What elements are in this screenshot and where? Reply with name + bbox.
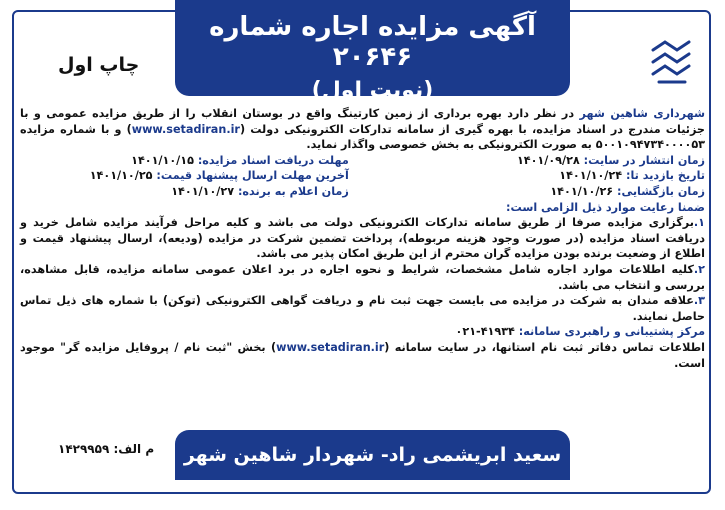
setadiran-link[interactable]: www.setadiran.ir (131, 122, 240, 136)
publication-code: م الف: ۱۴۲۹۹۵۹ (58, 442, 155, 456)
requirement-item-3: ۳.علاقه مندان به شرکت در مزایده می بایست جهت ثبت نام و دریافت گواهی الکترونیکی (توکن) با شماره های ذیل تماس حاصل نمایند. (20, 294, 705, 323)
organization-name: شهرداری شاهین شهر (579, 107, 705, 120)
dates-left-column (20, 153, 349, 200)
date-bid-deadline: آخرین مهلت ارسال پیشنهاد قیمت: ۱۴۰۱/۱۰/۲۵ (89, 169, 349, 183)
signature-banner: سعید ابریشمی راد- شهردار شاهین شهر (175, 430, 570, 480)
support-center: مرکز پشتیبانی و راهبردی سامانه: ۴۱۹۳۴-۰۲۱ (455, 325, 705, 339)
notice-body (20, 106, 705, 371)
dates-section (20, 153, 705, 200)
header-banner (175, 0, 570, 103)
date-documents-deadline: مهلت دریافت اسناد مزایده: ۱۴۰۱/۱۰/۱۵ (131, 153, 349, 167)
contact-info: اطلاعات تماس دفاتر ثبت نام استانها، در سایت سامانه (www.setadiran.ir) بخش "ثبت نام / پروفایل مزایده گر" موجود است. (20, 340, 705, 370)
date-publish: زمان انتشار در سایت: ۱۴۰۱/۰۹/۲۸ (516, 153, 705, 167)
intro-text-2: ) و با شماره مزایده ۵۰۰۱۰۹۴۷۳۴۰۰۰۰۵۳ به صورت الکترونیکی به بخش خصوصی واگذار نماید. (20, 122, 705, 152)
dates-right-column (376, 153, 705, 200)
date-winner-announce: زمان اعلام به برنده: ۱۴۰۱/۱۰/۲۷ (171, 184, 349, 198)
print-edition-label: چاپ اول (58, 54, 140, 76)
intro-text-1: در نظر دارد بهره برداری از زمین کارتینگ واقع در بوستان انقلاب را از طریق مزایده عمومی و با جزئیات مندرج در اسناد مزایده، با بهره گیری از سامانه تدارکات الکترونیکی دولت ( (20, 107, 705, 136)
notice-title: آگهی مزایده اجاره شماره ۲۰۶۴۶ (209, 12, 536, 72)
intro-paragraph (20, 106, 705, 153)
date-visit: تاریخ بازدید تا: ۱۴۰۱/۱۰/۲۴ (559, 169, 705, 183)
notice-subtitle: (نوبت اول) (311, 78, 434, 103)
requirement-item-2: ۲.کلیه اطلاعات موارد اجاره شامل مشخصات، شرایط و نحوه اجاره در برد اعلان عمومی سامانه مزایده، قابل مشاهده، بررسی و انتخاب می باشد. (20, 262, 705, 292)
municipality-logo-icon (647, 36, 697, 86)
requirements-title: ضمنا رعایت موارد ذیل الزامی است: (506, 200, 705, 214)
date-opening: زمان بازگشایی: ۱۴۰۱/۱۰/۲۶ (550, 184, 705, 198)
setadiran-link-2[interactable]: www.setadiran.ir (276, 340, 385, 354)
requirement-item-1: ۱.برگزاری مزایده صرفا از طریق سامانه تدارکات الکترونیکی دولت می باشد و کلیه مراحل فرآیند مزایده شامل خرید و دریافت اسناد مزایده (در صورت وجود هزینه مربوطه)، پرداخت تضمین شرکت در مزایده (ودیعه)، ارسال پیشنهاد قیمت و اطلاع از وضعیت برنده بودن مزایده گران محترم از این طریق امکان پذیر می باشد. (20, 216, 705, 261)
